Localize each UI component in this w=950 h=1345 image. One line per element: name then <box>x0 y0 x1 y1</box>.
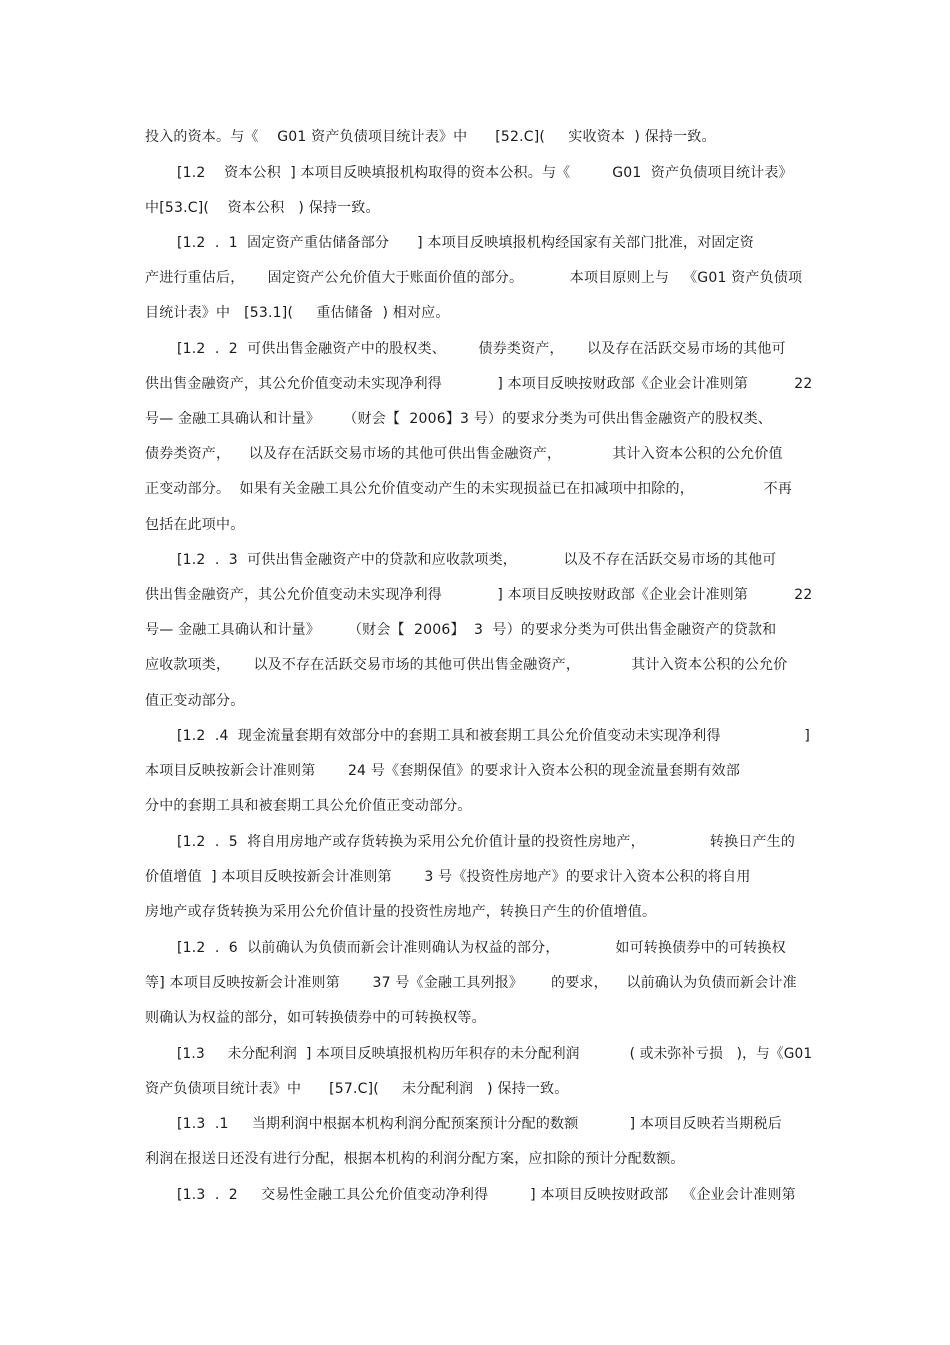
text-line: 房地产或存货转换为采用公允价值计量的投资性房地产，转换日产生的价值增值。 <box>145 904 657 920</box>
text-line: 债券类资产， 以及存在活跃交易市场的其他可供出售金融资产， 其计入资本公积的公允价值 <box>145 446 783 462</box>
text-line: 利润在报送日还没有进行分配，根据本机构的利润分配方案，应扣除的预计分配数额。 <box>145 1151 685 1167</box>
text-line: 目统计表》中 [53.1]( 重估储备 ) 相对应。 <box>145 305 450 321</box>
text-line: 号— 金融工具确认和计量》 （财会【 2006】3 号）的要求分类为可供出售金融资产的股权类、 <box>145 411 772 427</box>
text-line: [1.2 . 2 可供出售金融资产中的股权类、 债券类资产， 以及存在活跃交易市场的其他可 <box>177 341 786 357</box>
text-line: 包括在此项中。 <box>145 517 245 533</box>
text-line: 值正变动部分。 <box>145 693 245 709</box>
text-line: 应收款项类， 以及不存在活跃交易市场的其他可供出售金融资产， 其计入资本公积的公允价 <box>145 657 788 673</box>
text-line: [1.3 未分配利润 ] 本项目反映填报机构历年积存的未分配利润 ( 或未弥补亏损 )，与《G01 <box>177 1046 813 1062</box>
text-line: 供出售金融资产，其公允价值变动未实现净利得 ] 本项目反映按财政部《企业会计准则第 22 <box>145 376 813 392</box>
text-line: 等] 本项目反映按新会计准则第 37 号《金融工具列报》 的要求， 以前确认为负债而新会计准 <box>145 975 797 991</box>
text-line: 正变动部分。 如果有关金融工具公允价值变动产生的未实现损益已在扣减项中扣除的， 不再 <box>145 481 793 497</box>
text-line: 分中的套期工具和被套期工具公允价值正变动部分。 <box>145 798 472 814</box>
text-line: 投入的资本。与《 G01 资产负债项目统计表》中 [52.C]( 实收资本 ) 保持一致。 <box>145 129 716 145</box>
text-line: 则确认为权益的部分，如可转换债券中的可转换权等。 <box>145 1010 486 1026</box>
text-line: 价值增值 ] 本项目反映按新会计准则第 3 号《投资性房地产》的要求计入资本公积的将自用 <box>145 869 751 885</box>
text-line: [1.2 . 1 固定资产重估储备部分 ] 本项目反映填报机构经国家有关部门批准，对固定资 <box>177 235 754 251</box>
text-line: 中[53.C]( 资本公积 ) 保持一致。 <box>145 200 380 216</box>
text-line: [1.3 .1 当期利润中根据本机构利润分配预案预计分配的数额 ] 本项目反映若当期税后 <box>177 1116 782 1132</box>
text-line: 号— 金融工具确认和计量》 （财会【 2006】 3 号）的要求分类为可供出售金融资产的贷款和 <box>145 622 777 638</box>
text-line: [1.2 . 6 以前确认为负债而新会计准则确认为权益的部分， 如可转换债券中的可转换权 <box>177 940 786 956</box>
text-line: [1.2 资本公积 ] 本项目反映填报机构取得的资本公积。与《 G01 资产负债项目统计表》 <box>177 165 793 181</box>
text-line: 本项目反映按新会计准则第 24 号《套期保值》的要求计入资本公积的现金流量套期有效部 <box>145 763 741 779</box>
text-line: 产进行重估后， 固定资产公允价值大于账面价值的部分。 本项目原则上与 《G01 资产负债项 <box>145 270 803 286</box>
text-line: [1.2 . 3 可供出售金融资产中的贷款和应收款项类， 以及不存在活跃交易市场的其他可 <box>177 552 777 568</box>
text-line: 资产负债项目统计表》中 [57.C]( 未分配利润 ) 保持一致。 <box>145 1081 569 1097</box>
text-line: 供出售金融资产，其公允价值变动未实现净利得 ] 本项目反映按财政部《企业会计准则第 22 <box>145 587 813 603</box>
text-line: [1.2 . 5 将自用房地产或存货转换为采用公允价值计量的投资性房地产， 转换日产生的 <box>177 834 796 850</box>
text-line: [1.3 . 2 交易性金融工具公允价值变动净利得 ] 本项目反映按财政部 《企业会计准则第 <box>177 1187 796 1203</box>
text-line: [1.2 .4 现金流量套期有效部分中的套期工具和被套期工具公允价值变动未实现净利得 ] <box>177 728 811 744</box>
